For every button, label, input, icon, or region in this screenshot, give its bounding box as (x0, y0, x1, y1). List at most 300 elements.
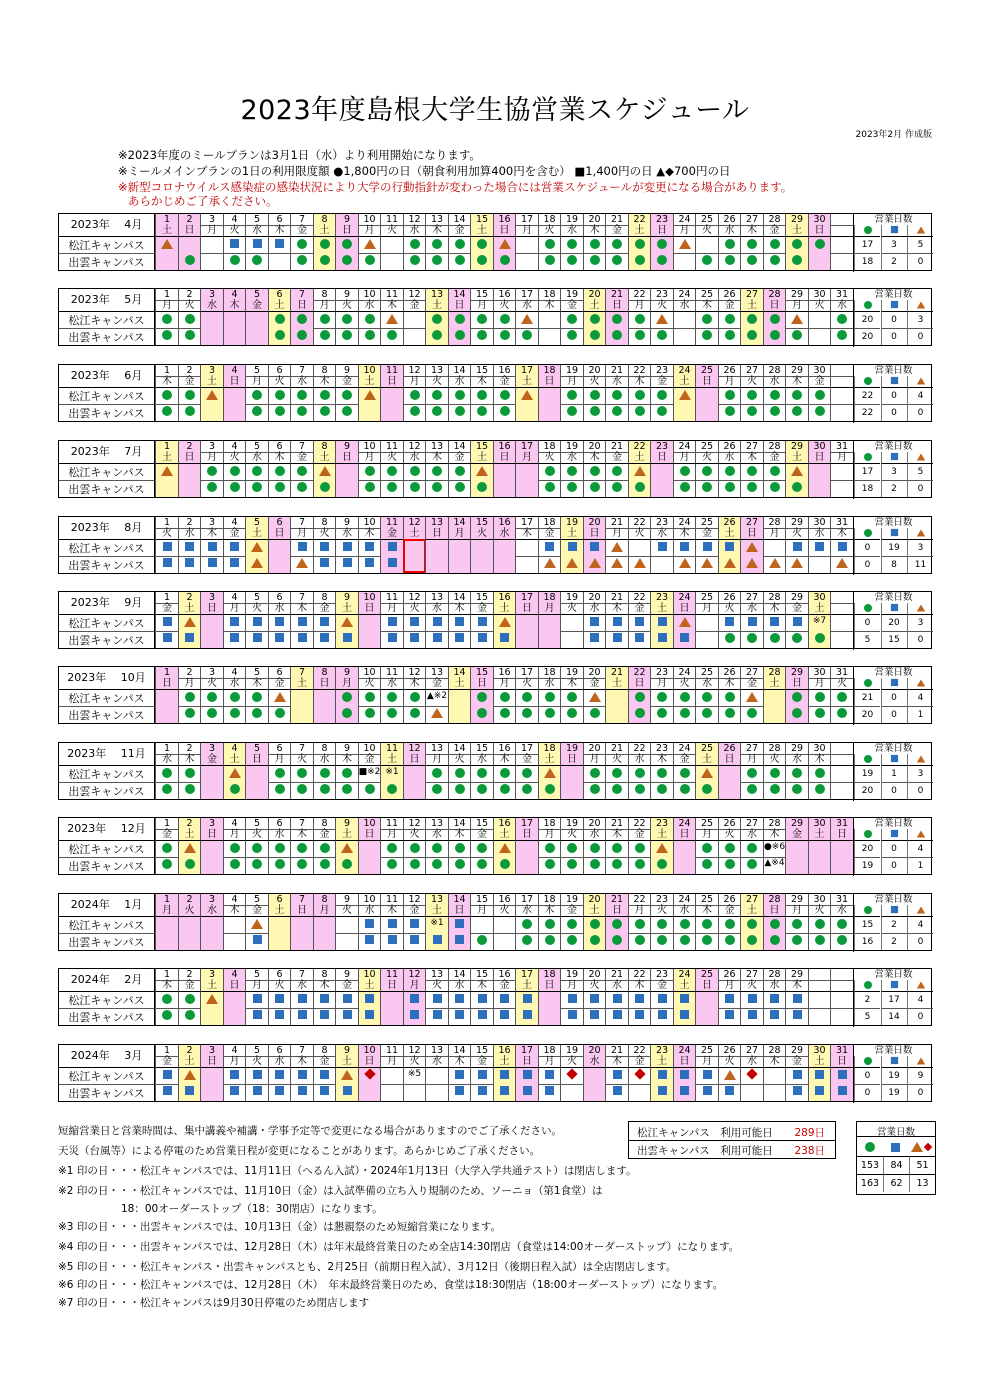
izumo-cell (403, 404, 426, 421)
day-number: 13 (425, 667, 448, 679)
weekday: 火 (740, 980, 763, 991)
day-number: 16 (493, 1045, 516, 1057)
matsue-cell (313, 614, 336, 632)
circle-icon (297, 784, 307, 794)
triangle-icon (544, 768, 556, 778)
day-number: 19 (560, 894, 583, 906)
izumo-cell (650, 253, 673, 270)
day-number: 17 (515, 667, 538, 679)
izumo-count: 0 (881, 706, 907, 723)
day-number: 24 (673, 969, 696, 981)
izumo-cell (200, 706, 223, 723)
weekday: 木 (493, 754, 516, 765)
weekday: 金 (695, 528, 718, 539)
day-number: 20 (583, 592, 606, 604)
circle-icon (477, 692, 487, 702)
day-number: 28 (763, 214, 786, 226)
izumo-cell (200, 404, 223, 421)
square-icon (388, 617, 397, 626)
matsue-cell (605, 689, 628, 707)
day-number: 1 (155, 818, 178, 830)
weekday: 月 (245, 376, 268, 387)
day-number: 10 (358, 894, 381, 906)
izumo-cell (740, 480, 763, 497)
day-number: 8 (313, 214, 336, 226)
izumo-count: 19 (881, 1084, 907, 1101)
day-number: 27 (740, 818, 763, 830)
circle-icon (770, 633, 780, 643)
day-number: 10 (358, 517, 381, 529)
day-number: 13 (425, 818, 448, 830)
square-icon (163, 542, 172, 551)
weekday: 金 (425, 678, 448, 689)
day-number: 21 (605, 517, 628, 529)
weekday: 土 (200, 980, 223, 991)
square-icon (658, 633, 667, 642)
weekday: 火 (650, 300, 673, 311)
izumo-cell (178, 480, 201, 497)
circle-icon (657, 692, 667, 702)
weekday: 火 (583, 376, 606, 387)
izumo-cell (290, 556, 313, 573)
square-icon (253, 239, 262, 248)
weekday: 日 (200, 603, 223, 614)
matsue-cell (470, 916, 493, 934)
month-label: 2023年 12月 (59, 818, 155, 840)
matsue-cell (785, 236, 808, 254)
weekday: 火 (583, 980, 606, 991)
day-number: 26 (718, 818, 741, 830)
matsue-cell (808, 765, 831, 783)
matsue-count: 0 (854, 1067, 880, 1084)
availability-izumo-label: 出雲キャンパス 利用可能日 (637, 1145, 773, 1157)
count-panel (853, 969, 933, 1027)
circle-icon (207, 466, 217, 476)
day-number: 8 (313, 592, 336, 604)
matsue-cell (380, 765, 403, 783)
izumo-cell (470, 782, 493, 799)
circle-icon (252, 843, 262, 853)
day-number: 11 (380, 365, 403, 377)
weekday: 金 (628, 1056, 651, 1067)
circle-icon (657, 919, 667, 929)
day-number: 17 (515, 441, 538, 453)
day-number: 4 (223, 1045, 246, 1057)
matsue-cell (628, 689, 651, 707)
matsue-cell (290, 1067, 313, 1085)
weekday (830, 225, 853, 236)
matsue-cell (740, 765, 763, 783)
izumo-cell (403, 1084, 426, 1101)
triangle-icon (184, 843, 196, 853)
day-number: 14 (448, 894, 471, 906)
matsue-cell (808, 840, 831, 858)
matsue-cell (673, 1067, 696, 1085)
weekday: 水 (425, 829, 448, 840)
matsue-cell (425, 689, 448, 707)
matsue-count: 0 (881, 840, 907, 857)
circle-icon (162, 330, 172, 340)
izumo-cell (290, 706, 313, 723)
izumo-count: 0 (881, 404, 907, 421)
izumo-cell (313, 480, 336, 497)
square-icon (455, 1070, 464, 1079)
weekday: 木 (785, 980, 808, 991)
weekday: 木 (470, 980, 493, 991)
izumo-cell (808, 631, 831, 648)
izumo-count: 0 (907, 328, 933, 345)
izumo-cell (358, 556, 381, 573)
circle-icon (567, 692, 577, 702)
circle-icon (747, 784, 757, 794)
square-icon (478, 633, 487, 642)
day-number: 21 (605, 743, 628, 755)
circle-icon (747, 239, 757, 249)
matsue-cell (493, 689, 516, 707)
weekday: 木 (763, 1056, 786, 1067)
square-icon (410, 919, 419, 928)
square-icon (725, 617, 734, 626)
izumo-cell (155, 328, 178, 345)
circle-icon (387, 466, 397, 476)
izumo-count: 8 (881, 556, 907, 573)
weekday: 月 (830, 452, 853, 463)
day-number: 6 (268, 592, 291, 604)
izumo-cell (830, 253, 853, 270)
izumo-cell (830, 706, 853, 723)
izumo-cell (223, 1084, 246, 1101)
weekday: 土 (245, 528, 268, 539)
circle-icon (320, 314, 330, 324)
izumo-cell (808, 480, 831, 497)
matsue-cell (178, 765, 201, 783)
izumo-cell (673, 556, 696, 573)
izumo-cell (808, 782, 831, 799)
square-icon (890, 981, 897, 988)
matsue-cell (763, 539, 786, 557)
day-number: 21 (605, 441, 628, 453)
izumo-cell (740, 556, 763, 573)
weekday: 土 (673, 376, 696, 387)
month-block (58, 893, 932, 951)
weekday: 水 (313, 754, 336, 765)
matsue-label: 松江キャンパス (59, 463, 155, 480)
matsue-cell (425, 539, 448, 557)
day-number: 25 (695, 214, 718, 226)
day-number: 6 (268, 441, 291, 453)
weekday: 月 (313, 905, 336, 916)
weekday: 水 (583, 1056, 606, 1067)
matsue-cell (335, 387, 358, 405)
izumo-cell (650, 480, 673, 497)
square-icon (568, 542, 577, 551)
weekday: 金 (313, 1056, 336, 1067)
matsue-cell (673, 614, 696, 632)
matsue-cell (245, 236, 268, 254)
circle-icon (612, 859, 622, 869)
day-number: 3 (200, 894, 223, 906)
izumo-cell (313, 857, 336, 874)
weekday: 日 (178, 452, 201, 463)
izumo-count: 0 (881, 328, 907, 345)
matsue-cell (808, 991, 831, 1009)
day-number: 26 (718, 289, 741, 301)
day-number: 6 (268, 1045, 291, 1057)
square-icon (658, 1070, 667, 1079)
weekday: 月 (785, 905, 808, 916)
square-icon (680, 542, 689, 551)
square-icon (725, 1086, 734, 1095)
diamond-icon (364, 1068, 375, 1079)
izumo-cell (380, 1084, 403, 1101)
izumo-cell (830, 782, 853, 799)
total-count: 84 (883, 1156, 909, 1174)
day-number: 11 (380, 969, 403, 981)
availability-matsue-value: 289日 (794, 1127, 825, 1139)
izumo-cell (605, 857, 628, 874)
izumo-cell (448, 404, 471, 421)
izumo-cell (155, 1084, 178, 1101)
day-number: 15 (470, 894, 493, 906)
day-number: 15 (470, 667, 493, 679)
matsue-cell (470, 387, 493, 405)
circle-icon (252, 406, 262, 416)
izumo-cell (245, 1008, 268, 1025)
weekday: 火 (695, 452, 718, 463)
matsue-cell (358, 236, 381, 254)
day-number: 5 (245, 667, 268, 679)
izumo-cell (785, 933, 808, 950)
matsue-count: 5 (907, 463, 933, 480)
matsue-count: 15 (854, 916, 880, 933)
izumo-cell (538, 480, 561, 497)
month-block (58, 666, 932, 724)
matsue-cell (583, 463, 606, 481)
circle-icon (792, 692, 802, 702)
weekday: 木 (223, 905, 246, 916)
matsue-cell (538, 614, 561, 632)
day-number: 18 (538, 667, 561, 679)
matsue-cell (268, 236, 291, 254)
day-number: 13 (425, 894, 448, 906)
weekday: 木 (178, 754, 201, 765)
matsue-cell (313, 311, 336, 329)
izumo-cell (403, 933, 426, 950)
square-icon (388, 919, 397, 928)
circle-icon (455, 406, 465, 416)
izumo-cell (223, 857, 246, 874)
triangle-icon (251, 558, 263, 568)
footnote-mark: ■※2 (358, 767, 381, 777)
circle-icon (410, 843, 420, 853)
circle-icon (612, 314, 622, 324)
day-number: 7 (290, 818, 313, 830)
circle-icon (837, 314, 847, 324)
weekday: 金 (223, 528, 246, 539)
square-icon (163, 1086, 172, 1095)
day-number: 13 (425, 214, 448, 226)
day-number: 11 (380, 592, 403, 604)
square-icon (253, 994, 262, 1003)
triangle-icon (611, 542, 623, 552)
day-number: 24 (673, 592, 696, 604)
weekday: 水 (335, 528, 358, 539)
day-number: 28 (763, 289, 786, 301)
izumo-count: 0 (881, 782, 907, 799)
matsue-cell (200, 765, 223, 783)
izumo-cell (380, 857, 403, 874)
weekday: 水 (245, 452, 268, 463)
month-label: 2023年 9月 (59, 592, 155, 614)
legend-cell (854, 603, 880, 614)
izumo-cell (583, 706, 606, 723)
day-number: 1 (155, 441, 178, 453)
circle-icon (477, 859, 487, 869)
matsue-count: 4 (907, 840, 933, 857)
day-number: 5 (245, 517, 268, 529)
izumo-label: 出雲キャンパス (59, 706, 155, 723)
weekday: 金 (628, 829, 651, 840)
izumo-cell (448, 253, 471, 270)
izumo-cell (605, 631, 628, 648)
day-number: 25 (695, 894, 718, 906)
triangle-icon (251, 919, 263, 929)
circle-icon (590, 919, 600, 929)
weekday: 日 (583, 528, 606, 539)
circle-icon (207, 692, 217, 702)
month-label: 2024年 1月 (59, 894, 155, 916)
day-number: 15 (470, 517, 493, 529)
footer-note: 18：00オーダーストップ（18：30閉店）になります。 (58, 1203, 383, 1215)
weekday: 土 (335, 829, 358, 840)
weekday: 木 (313, 980, 336, 991)
weekday: 火 (448, 754, 471, 765)
footer-note: ※2 印の日・・・松江キャンパスでは、11月10日（金）は入試準備の立ち入り規制のため、ソーニョ（第1食堂）は (58, 1185, 603, 1197)
circle-icon (725, 692, 735, 702)
triangle-icon (916, 530, 924, 537)
weekday: 木 (538, 905, 561, 916)
matsue-cell (245, 387, 268, 405)
day-number: 22 (628, 592, 651, 604)
weekday: 月 (178, 678, 201, 689)
square-icon (298, 633, 307, 642)
circle-icon (365, 482, 375, 492)
square-icon (680, 1010, 689, 1019)
circle-icon (162, 1010, 172, 1020)
month-label: 2024年 3月 (59, 1045, 155, 1067)
square-icon (613, 633, 622, 642)
day-number: 7 (290, 517, 313, 529)
day-number: 15 (470, 743, 493, 755)
day-number: 11 (380, 441, 403, 453)
day-number: 24 (673, 214, 696, 226)
matsue-cell (380, 1067, 403, 1085)
weekday: 日 (785, 678, 808, 689)
izumo-cell (583, 1084, 606, 1101)
legend-cell (881, 452, 907, 463)
square-icon (455, 617, 464, 626)
izumo-cell (245, 480, 268, 497)
weekday: 月 (538, 603, 561, 614)
weekday: 土 (583, 905, 606, 916)
square-icon (253, 633, 262, 642)
matsue-cell (493, 840, 516, 858)
izumo-cell (335, 480, 358, 497)
circle-icon (230, 255, 240, 265)
izumo-cell (763, 480, 786, 497)
day-number: 4 (223, 517, 246, 529)
circle-icon (725, 330, 735, 340)
izumo-cell (560, 253, 583, 270)
circle-icon (612, 390, 622, 400)
izumo-cell (358, 933, 381, 950)
circle-icon (432, 239, 442, 249)
weekday: 木 (628, 980, 651, 991)
weekday: 火 (718, 829, 741, 840)
matsue-cell (313, 236, 336, 254)
square-icon (658, 1086, 667, 1095)
weekday: 木 (583, 225, 606, 236)
day-number: 5 (245, 289, 268, 301)
day-number: 3 (200, 667, 223, 679)
square-icon (230, 1070, 239, 1079)
weekday: 日 (470, 678, 493, 689)
izumo-cell (808, 328, 831, 345)
izumo-cell (560, 1008, 583, 1025)
weekday: 木 (425, 452, 448, 463)
square-icon (725, 542, 734, 551)
weekday (830, 980, 853, 991)
izumo-cell (763, 328, 786, 345)
matsue-cell (740, 614, 763, 632)
izumo-count: 14 (881, 1008, 907, 1025)
triangle-icon (916, 756, 924, 763)
circle-icon (747, 330, 757, 340)
matsue-cell (493, 311, 516, 329)
izumo-cell (313, 706, 336, 723)
weekday: 月 (403, 980, 426, 991)
weekday: 土 (673, 980, 696, 991)
izumo-cell (583, 631, 606, 648)
legend-cell (881, 1056, 907, 1067)
square-icon (500, 1086, 509, 1095)
matsue-cell (740, 311, 763, 329)
square-icon (725, 1010, 734, 1019)
izumo-cell (695, 328, 718, 345)
matsue-cell (560, 463, 583, 481)
day-number: 9 (335, 517, 358, 529)
triangle-icon (431, 708, 443, 718)
weekday: 日 (560, 754, 583, 765)
circle-icon (635, 843, 645, 853)
matsue-cell (358, 311, 381, 329)
matsue-cell (403, 539, 426, 557)
matsue-cell (200, 539, 223, 557)
matsue-cell (335, 1067, 358, 1085)
izumo-cell (268, 857, 291, 874)
matsue-label: 松江キャンパス (59, 991, 155, 1008)
day-number: 23 (650, 517, 673, 529)
square-icon (748, 617, 757, 626)
weekday: 土 (358, 376, 381, 387)
weekday: 月 (695, 603, 718, 614)
weekday: 月 (493, 678, 516, 689)
weekday: 月 (448, 528, 471, 539)
day-number: 28 (763, 365, 786, 377)
izumo-cell (493, 328, 516, 345)
izumo-cell (200, 1008, 223, 1025)
square-icon (320, 1070, 329, 1079)
